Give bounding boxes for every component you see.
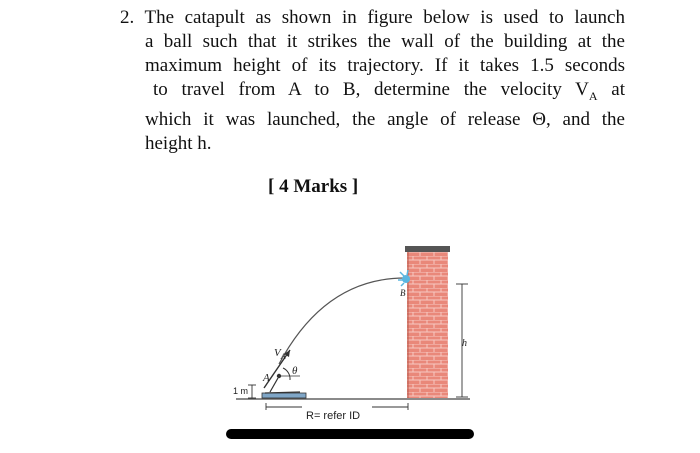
height-1m-dimension [248,385,256,398]
question-line-2: a ball such that it strikes the wall of the building at the [145,31,625,52]
range-label: R= refer ID [306,410,361,422]
question-line-4: to travel from A to B, determine the velocity $V_A$ at [153,79,625,103]
label-1m: 1 m [233,386,249,396]
label-b: B [400,288,406,298]
label-theta: θ [292,365,298,377]
label-h: h [462,338,467,349]
building-wall [405,246,450,398]
label-a: A [263,372,270,384]
trajectory-path [279,278,405,364]
angle-arc [283,368,290,380]
question-line-3: maximum height of its trajectory. If it takes 1.5 seconds [145,55,625,76]
range-dimension [266,403,408,410]
bottom-bar [226,429,474,439]
question-line-5: which it was launched, the angle of release Θ, and the [145,108,625,130]
marks-label: [ 4 Marks ] [268,176,359,197]
label-va: $V_A$ [274,347,286,361]
question-line-1: 2. The catapult as shown in figure below is used to launch [120,7,625,28]
question-line-6: height h. [145,132,212,154]
